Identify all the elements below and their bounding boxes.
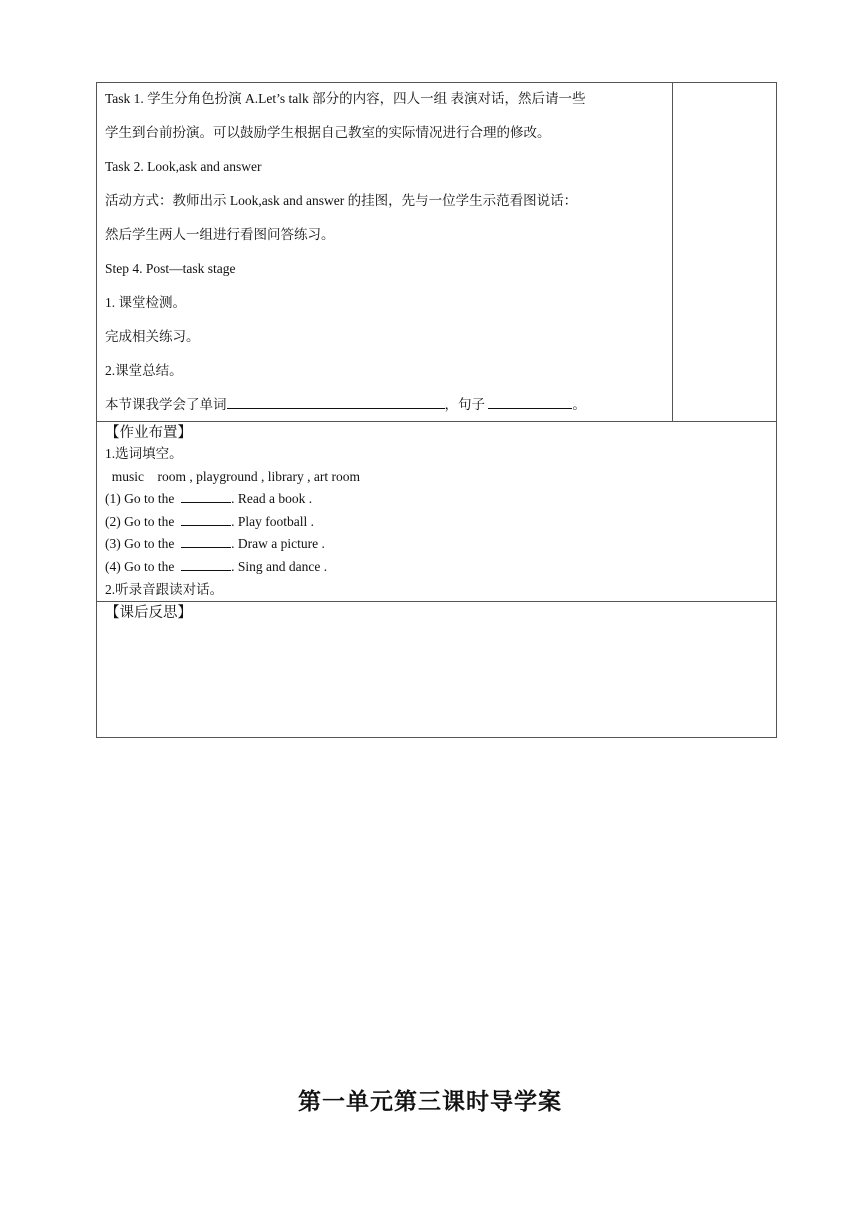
question-1 (105, 488, 776, 511)
question-4-suffix: . Sing and dance . (231, 558, 328, 574)
homework-cell (97, 422, 776, 602)
complete-exercises: 完成相关练习。 (105, 329, 200, 344)
classroom-check: 1. 课堂检测。 (105, 295, 186, 310)
homework-item2: 2.听录音跟读对话。 (105, 581, 224, 597)
question-2-prefix: (2) Go to the (105, 513, 182, 529)
question-3-blank (181, 536, 231, 548)
question-2-blank (181, 514, 231, 526)
homework-item1: 1.选词填空。 (105, 446, 183, 461)
teaching-steps-row (97, 83, 776, 422)
question-3 (105, 533, 776, 556)
reflection-cell (97, 602, 776, 737)
homework-heading: 【作业布置】 (105, 425, 192, 441)
reflection-heading: 【课后反思】 (105, 605, 192, 621)
lesson-table (96, 82, 777, 738)
question-1-suffix: . Read a book . (231, 491, 313, 507)
question-3-suffix: . Draw a picture . (231, 536, 325, 552)
task1-line-2: 学生到台前扮演。可以鼓励学生根据自己教室的实际情况进行合理的修改。 (105, 125, 551, 140)
question-3-prefix: (3) Go to the (105, 536, 182, 552)
summary-prefix: 本节课我学会了单词 (105, 397, 227, 412)
question-4 (105, 556, 776, 579)
question-4-blank (181, 559, 231, 571)
question-4-prefix: (4) Go to the (105, 558, 182, 574)
summary-middle: ，句子 (444, 397, 489, 412)
task2-title: Task 2. Look,ask and answer (105, 159, 262, 174)
sentence-blank (488, 397, 572, 409)
question-1-blank (181, 491, 231, 503)
task2-activity-line-2: 然后学生两人一组进行看图问答练习。 (105, 227, 335, 242)
notes-cell (673, 83, 776, 421)
question-2 (105, 511, 776, 534)
question-1-prefix: (1) Go to the (105, 491, 182, 507)
teaching-steps-cell (97, 83, 673, 421)
step4-title: Step 4. Post—task stage (105, 261, 236, 276)
word-bank: music room , playground , library , art room (105, 468, 360, 484)
page-title: 第一单元第三课时导学案 (298, 1089, 562, 1115)
question-2-suffix: . Play football . (231, 513, 314, 529)
task1-line-1: Task 1. 学生分角色扮演 A.Let’s talk 部分的内容，四人一组 表演对话，然后请一些 (105, 91, 586, 106)
summary-suffix: 。 (572, 397, 586, 412)
classroom-summary: 2.课堂总结。 (105, 363, 183, 378)
task2-activity-line-1: 活动方式：教师出示 Look,ask and answer 的挂图，先与一位学生示范看图说话： (105, 193, 578, 208)
words-blank (227, 397, 445, 409)
